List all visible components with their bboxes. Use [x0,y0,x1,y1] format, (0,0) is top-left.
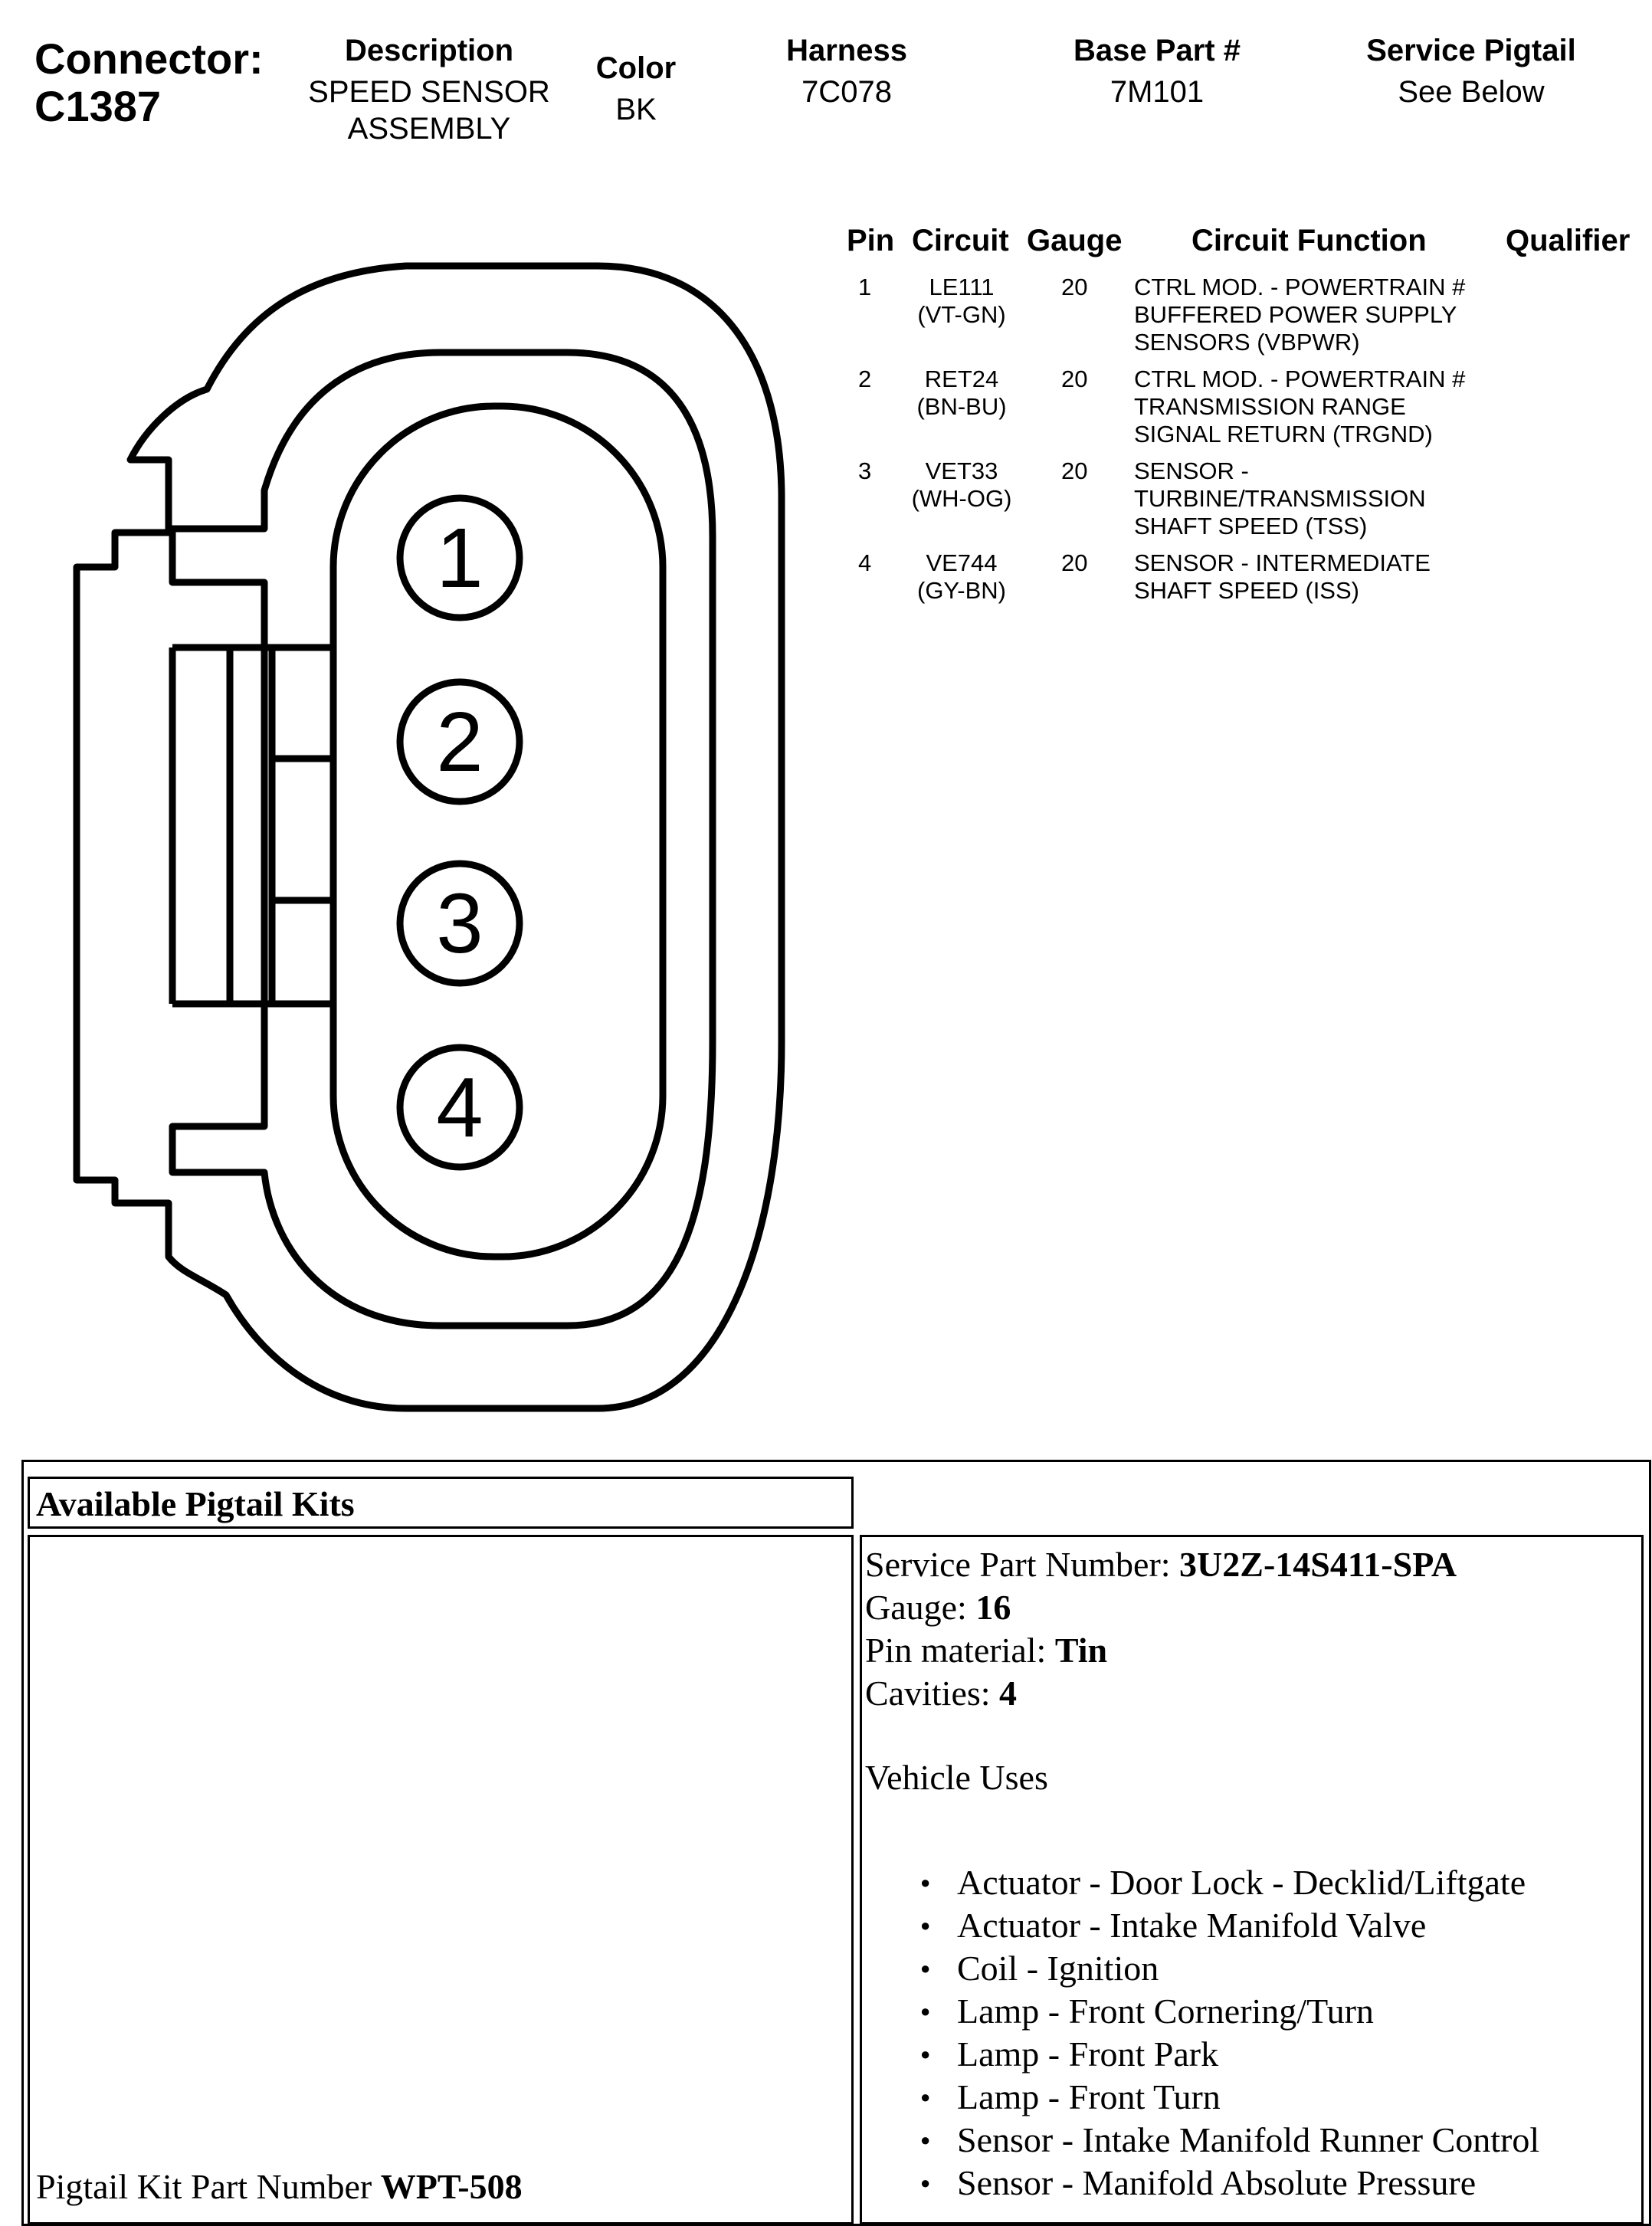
pin-material-value: Tin [1054,1631,1108,1670]
vehicle-uses-heading: Vehicle Uses [865,1758,1048,1797]
connector-label: Connector: [34,34,264,83]
vehicle-uses-list [862,1861,1539,2205]
pin-row-2-wire-color: (BN-BU) [916,393,1007,420]
service-pigtail-column [1326,32,1617,110]
description-line1: SPEED SENSOR [308,75,550,109]
vehicle-use-item: ● Sensor - Manifold Absolute Pressure [957,2162,1539,2205]
pin-row-4-wire-color: (GY-BN) [917,577,1006,604]
service-part-number-row [865,1543,1457,1586]
pin-row-3-pin: 3 [858,457,872,484]
description-line2: ASSEMBLY [347,112,511,146]
color-value: BK [615,93,657,126]
pigtail-title: Available Pigtail Kits [36,1484,355,1523]
gauge-row [865,1586,1457,1629]
pin-row-4-function-line: SHAFT SPEED (ISS) [1134,577,1359,604]
connector-key-ribs [172,647,333,1004]
service-part-label: Service Part Number: [865,1545,1171,1584]
pin-row-1-circuit [896,274,1027,329]
pin-row-1-function-line: CTRL MOD. - POWERTRAIN # [1134,274,1466,300]
pin-3-label: 3 [436,877,483,971]
pigtail-kit-label: Pigtail Kit Part Number [36,2167,372,2206]
pin-table-header-gauge: Gauge [1027,224,1123,257]
pin-row-2-function-line: SIGNAL RETURN (TRGND) [1134,421,1433,447]
pin-row-1-function-line: SENSORS (VBPWR) [1134,329,1360,356]
pin-row-2-function [1134,366,1465,448]
base-part-value: 7M101 [1110,75,1205,109]
connector-id: C1387 [34,82,162,130]
vehicle-use-item: ● Actuator - Door Lock - Decklid/Liftgate [957,1861,1539,1904]
pin-row-2-gauge: 20 [1061,366,1088,392]
cavities-value: 4 [999,1674,1018,1713]
pigtail-image-cell [28,1535,854,2224]
pin-material-label: Pin material: [865,1631,1047,1670]
pin-row-2-circuit-id: RET24 [924,366,999,392]
pin-row-3-function [1134,457,1426,540]
pin-row-2-circuit [896,366,1027,421]
harness-heading: Harness [786,34,907,67]
pin-row-3-circuit [896,457,1027,513]
pin-row-4-circuit [896,549,1027,605]
service-part-value: 3U2Z-14S411-SPA [1179,1545,1457,1584]
pin-row-3-function-line: SHAFT SPEED (TSS) [1134,513,1368,539]
base-part-heading: Base Part # [1073,34,1241,67]
color-column [567,50,705,128]
gauge-label: Gauge: [865,1588,967,1627]
pin-2-label: 2 [436,695,483,789]
vehicle-use-item: ● Lamp - Front Cornering/Turn [957,1990,1539,2033]
pin-row-3-gauge: 20 [1061,457,1088,484]
color-heading: Color [595,51,677,85]
pin-table-header-qualifier: Qualifier [1506,224,1631,257]
pin-row-3-wire-color: (WH-OG) [911,485,1012,512]
pigtail-title-cell [28,1477,854,1529]
harness-value: 7C078 [801,75,892,109]
pin-table-header-circuit: Circuit [912,224,1009,257]
pin-row-4-function [1134,549,1431,605]
connector-outer-housing [77,266,782,1408]
pigtail-details-cell [860,1535,1644,2224]
pin-row-1-gauge: 20 [1061,274,1088,300]
pin-row-4-pin: 4 [858,549,872,576]
pin-row-1-function [1134,274,1465,356]
gauge-value: 16 [975,1588,1011,1627]
connector-heading [34,35,264,130]
pin-1-label: 1 [436,511,483,605]
pin-row-1-function-line: BUFFERED POWER SUPPLY [1134,301,1457,328]
service-pigtail-heading: Service Pigtail [1366,34,1576,67]
description-column [284,32,575,147]
pin-row-4-circuit-id: VE744 [926,549,998,576]
pin-row-3-circuit-id: VET33 [925,457,998,484]
pin-row-1-wire-color: (VT-GN) [917,301,1006,328]
vehicle-use-item: ● Coil - Ignition [957,1947,1539,1990]
pin-row-1-pin: 1 [858,274,872,300]
harness-column [736,32,958,110]
connector-face-diagram [46,230,812,1425]
base-part-column [1027,32,1287,110]
vehicle-use-item: ● Lamp - Front Turn [957,2076,1539,2119]
pin-row-3-function-line: TURBINE/TRANSMISSION [1134,485,1426,512]
pin-cavity-area [333,406,663,1257]
pin-table-header-function: Circuit Function [1191,224,1427,257]
cavities-label: Cavities: [865,1674,991,1713]
vehicle-use-item: ● Lamp - Front Park [957,2033,1539,2076]
description-heading: Description [344,34,514,67]
pin-row-4-function-line: SENSOR - INTERMEDIATE [1134,549,1431,576]
vehicle-use-item: ● Actuator - Intake Manifold Valve [957,1904,1539,1947]
pin-row-4-gauge: 20 [1061,549,1088,576]
pin-table-header-pin: Pin [847,224,895,257]
pin-row-2-function-line: CTRL MOD. - POWERTRAIN # [1134,366,1466,392]
pin-row-1-circuit-id: LE111 [929,274,995,300]
pigtail-kit-number: WPT-508 [380,2167,523,2206]
pin-4-label: 4 [436,1061,483,1155]
cavities-row [865,1672,1457,1715]
pin-row-2-pin: 2 [858,366,872,392]
service-pigtail-value: See Below [1398,75,1545,109]
pigtail-specs [865,1543,1457,1799]
vehicle-use-item: ● Sensor - Intake Manifold Runner Control [957,2119,1539,2162]
pin-material-row [865,1629,1457,1672]
pin-row-3-function-line: SENSOR - [1134,457,1249,484]
pin-row-2-function-line: TRANSMISSION RANGE [1134,393,1406,420]
pigtail-kit-part-number [36,2166,523,2207]
